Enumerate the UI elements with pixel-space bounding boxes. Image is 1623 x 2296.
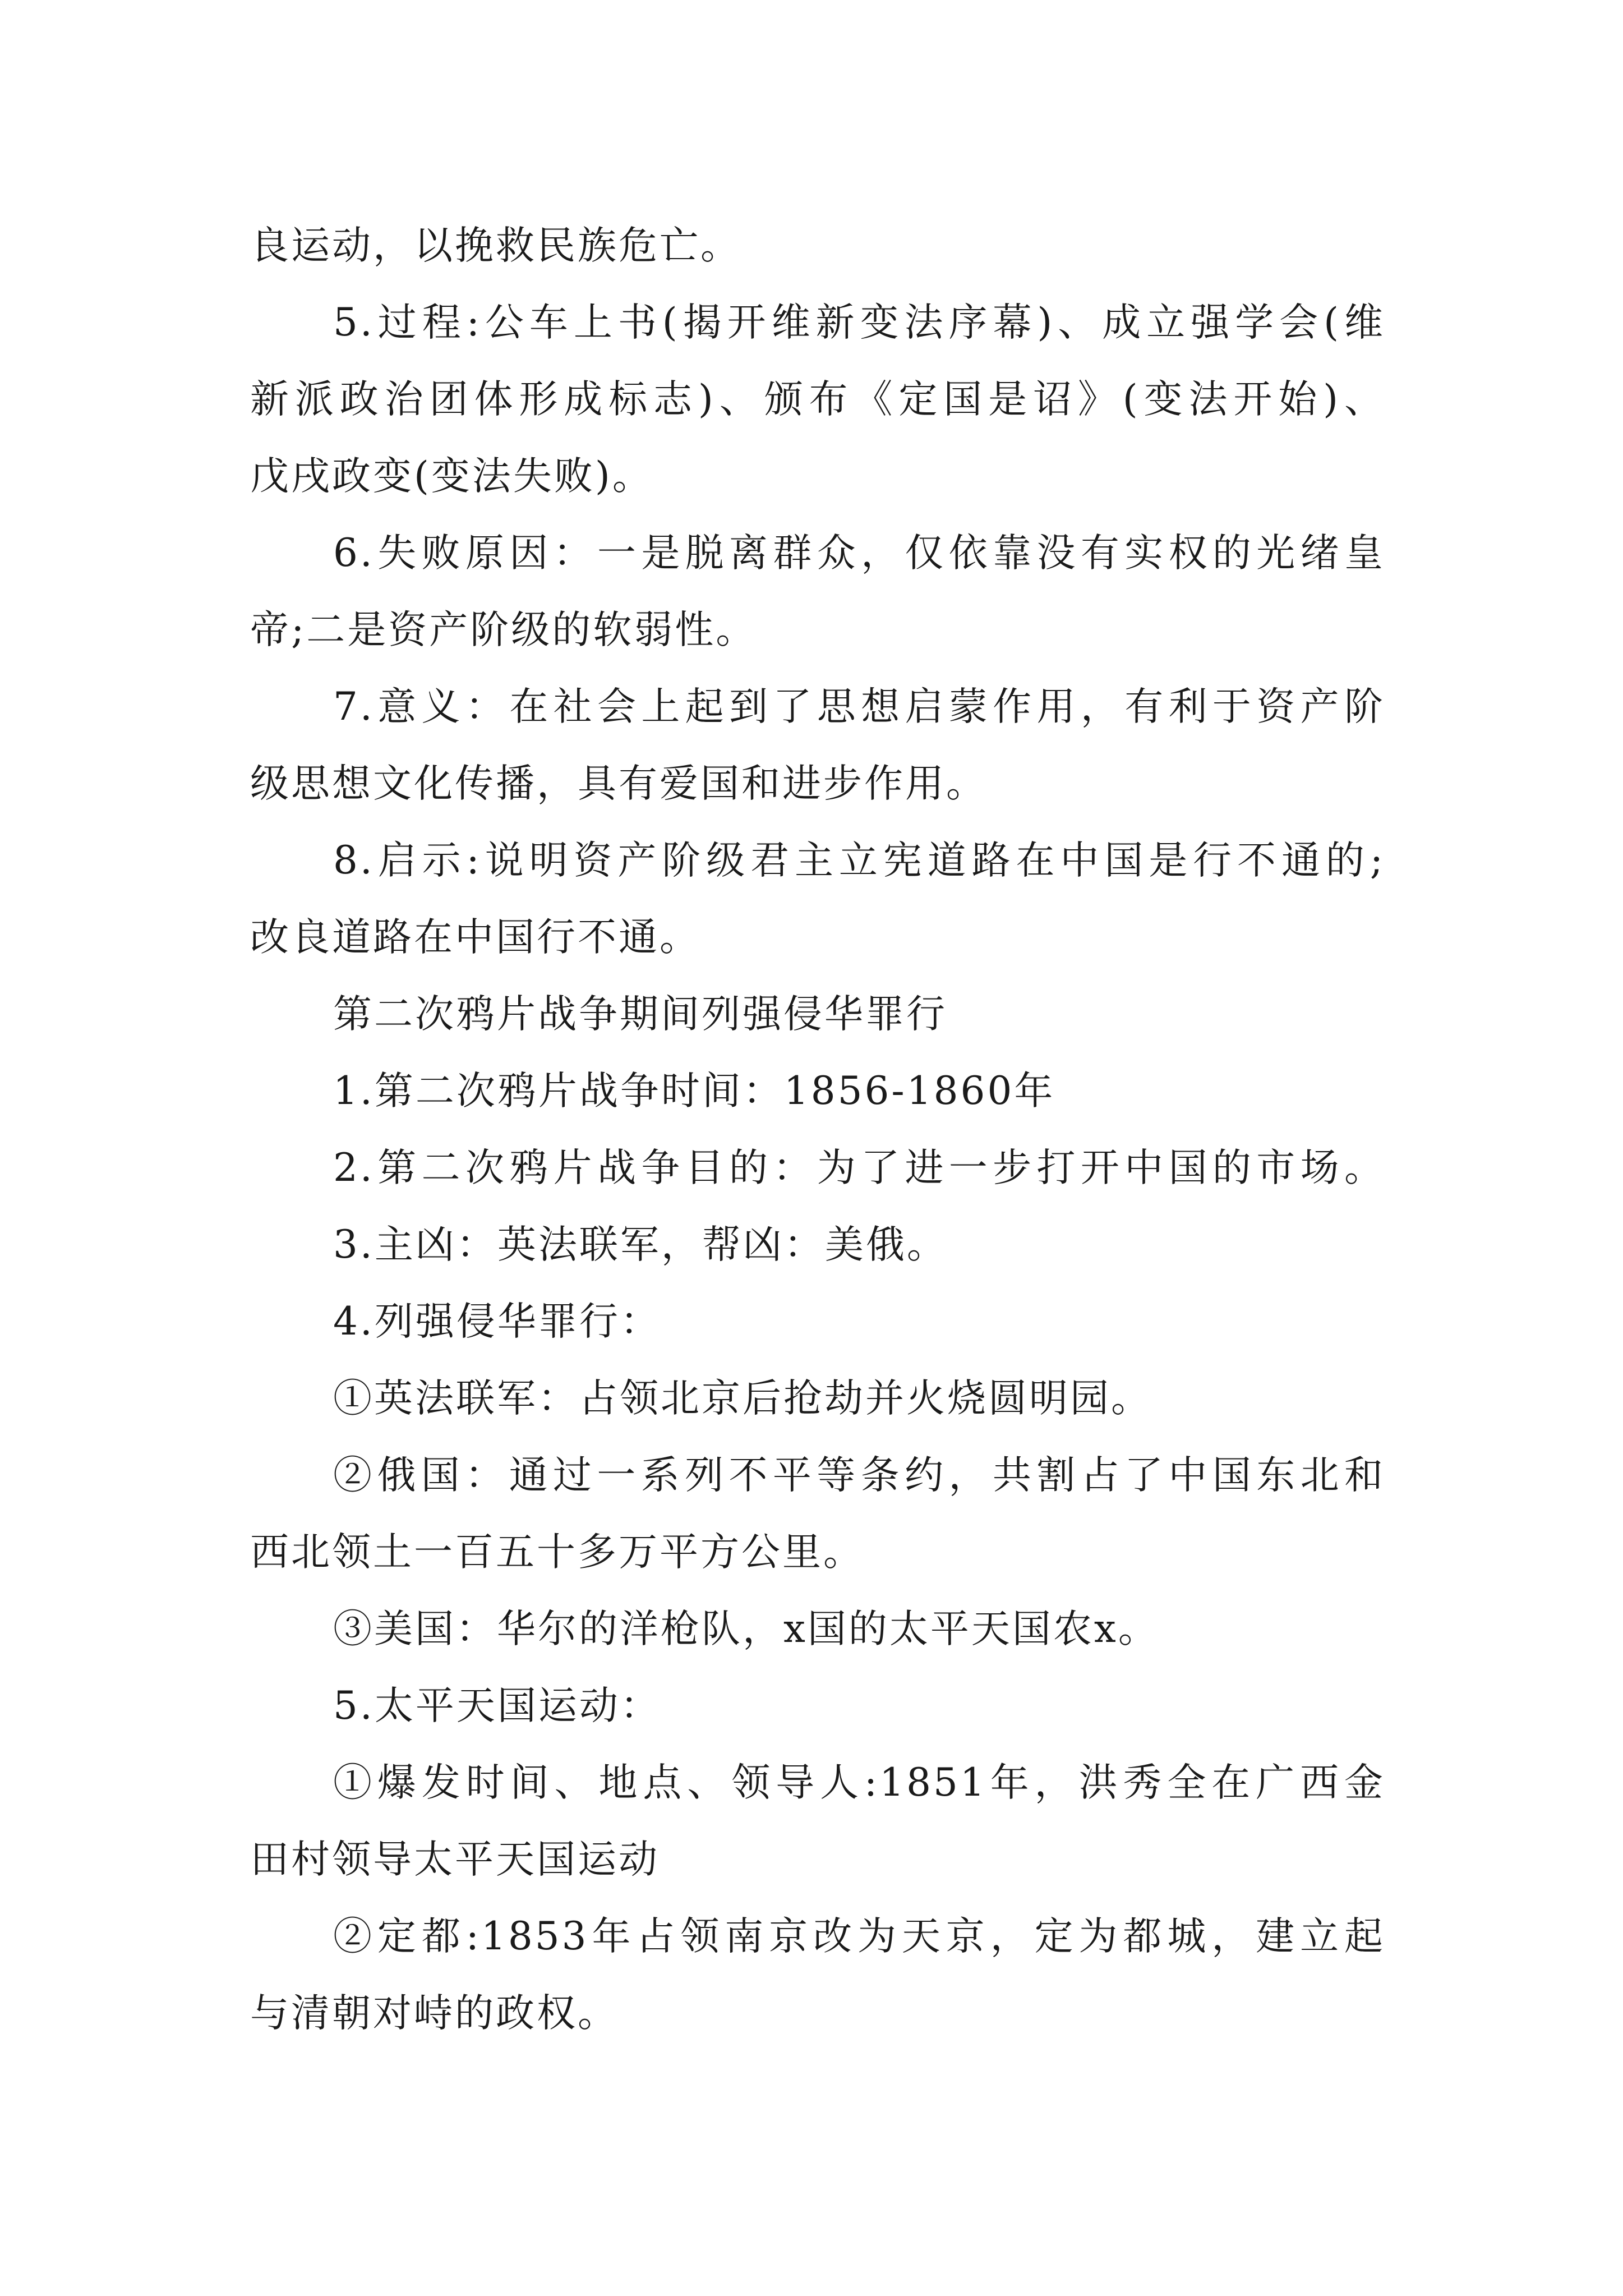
text-line: 田村领导太平天国运动 [250,1837,660,1882]
text-line: ②定都:1853年占领南京改为天京，定为都城，建立起 [333,1914,1385,1959]
text-line: 5.过程:公车上书(揭开维新变法序幕)、成立强学会(维 [333,300,1385,345]
text-line: ②俄国：通过一系列不平等条约，共割占了中国东北和 [333,1453,1385,1498]
text-line: 4.列强侵华罪行： [333,1299,661,1344]
text-line: 西北领土一百五十多万平方公里。 [250,1530,864,1575]
section-heading: 第二次鸦片战争期间列强侵华罪行 [333,992,947,1037]
text-line: 8.启示:说明资产阶级君主立宪道路在中国是行不通的; [333,838,1385,883]
text-line: 戊戌政变(变法失败)。 [250,454,653,499]
text-line: ①爆发时间、地点、领导人:1851年，洪秀全在广西金 [333,1760,1385,1805]
text-line: 与清朝对峙的政权。 [250,1991,619,2036]
text-line: 级思想文化传播，具有爱国和进步作用。 [250,761,987,806]
text-line: ①英法联军：占领北京后抢劫并火烧圆明园。 [333,1376,1152,1421]
text-line: 2.第二次鸦片战争目的：为了进一步打开中国的市场。 [333,1145,1385,1190]
text-line: 新派政治团体形成标志)、颁布《定国是诏》(变法开始)、 [250,377,1385,422]
text-line: 良运动，以挽救民族危亡。 [250,223,741,268]
text-line: 5.太平天国运动： [333,1683,661,1728]
text-line: 6.失败原因：一是脱离群众，仅依靠没有实权的光绪皇 [333,531,1385,576]
text-line: 7.意义：在社会上起到了思想启蒙作用，有利于资产阶 [333,684,1385,729]
text-line: 3.主凶：英法联军，帮凶：美俄。 [333,1222,948,1267]
text-line: ③美国：华尔的洋枪队，x国的太平天国农x。 [333,1607,1159,1651]
document-body [250,208,1385,2052]
text-line: 帝;二是资产阶级的软弱性。 [250,608,757,652]
text-line: 1.第二次鸦片战争时间：1856-1860年 [333,1069,1055,1114]
text-line: 改良道路在中国行不通。 [250,915,700,960]
